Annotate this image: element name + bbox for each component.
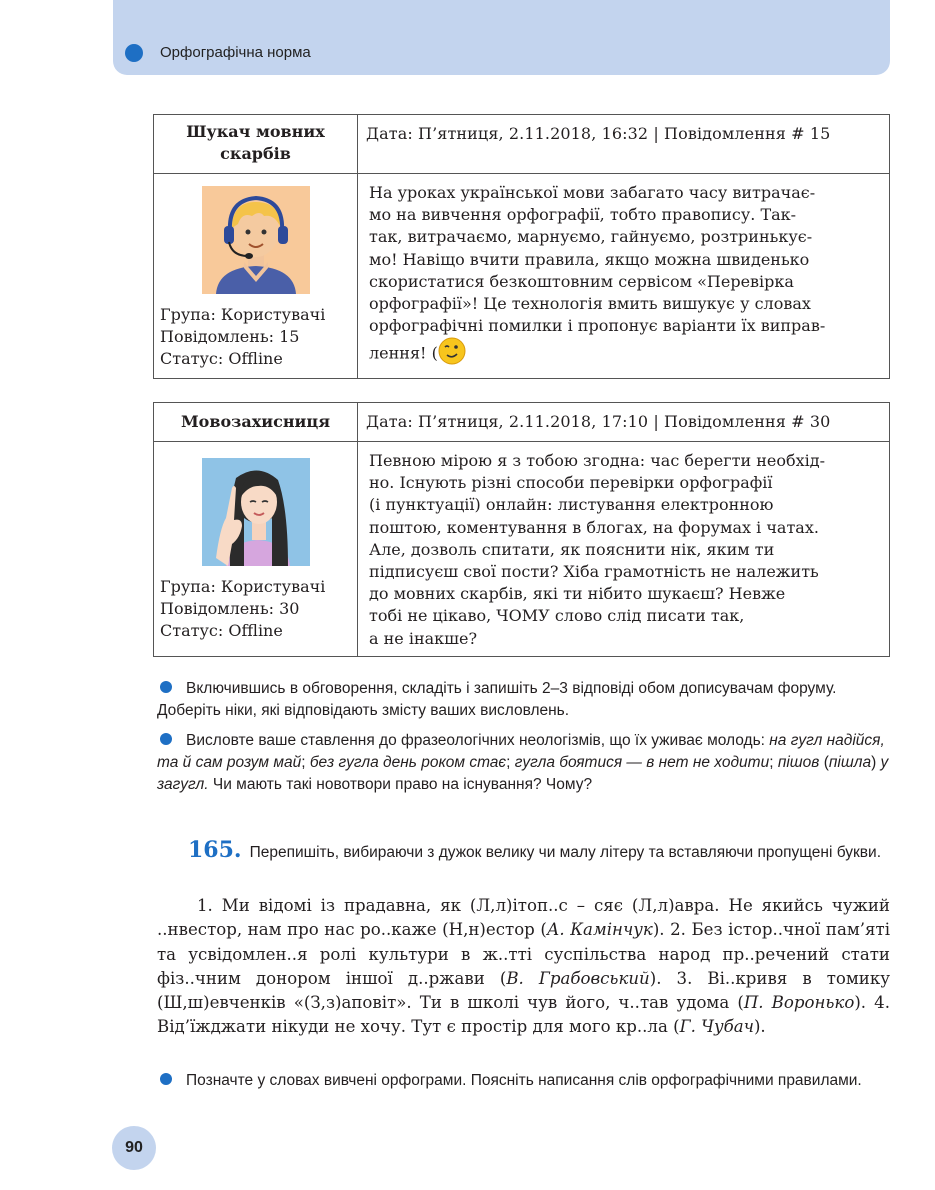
post-nickname: Мовозахисниця	[154, 403, 358, 442]
bullet-icon	[160, 733, 172, 745]
exercise-text: 1. Ми відомі із прадавна, як (Л,л)ітоп..с – сяє (Л,л)авра. Не якийсь чужий ..нвестор, нам про нас ро..каже (Н,н)естор (А. Камінчук). 2. Без істор..чної пам’яті та усвідомлен..я ролі культури в ж..тті суспільства народ пр..речений стати фіз..чним донором іншої д..ржави (В. Грабовський). 3. Ві..кривя в томику (Ш,ш)евченків «(З,з)аповіт». Ти в школі чув його, ч..тав удома (П. Воронько). 4. Від’їжджати нікуди не хочу. Тут є простір для мого кр..ла (Г. Чубач).	[157, 896, 891, 1037]
user-status: Статус: Offline	[160, 349, 283, 368]
winking-smiley-icon	[438, 337, 466, 371]
chapter-title: Орфографічна норма	[160, 44, 311, 61]
user-post-count: Повідомлень: 30	[160, 599, 300, 618]
post-message: На уроках української мови забагато часу витрачає- мо на вивчення орфографії, тобто правопису. Так- так, витрачаємо, марнуємо, гайнуємо, розтринькує- мо! Навіщо вчити правила, якщо можна швиденько скористатися безкоштовним сервісом «Перевірка орфографії»! Це технологія вмить вишукує у словах орфографічні помилки і пропонує варіанти їх виправ- лення! (	[358, 174, 890, 379]
exercise-number: 165.	[188, 837, 242, 863]
user-info	[154, 174, 358, 379]
task-bullet-3: Позначте у словах вивчені орфограми. Поясніть написання слів орфографічними правилами.	[157, 1070, 890, 1092]
girl-avatar-icon	[202, 458, 310, 566]
user-group: Група: Користувачі	[160, 577, 326, 596]
header-bullet-icon	[125, 44, 143, 62]
exercise-task: 165. Перепишіть, вибираючи з дужок велику чи малу літеру та вставляючи пропущені букви.	[188, 837, 881, 863]
bullet-icon	[160, 1073, 172, 1085]
post-message: Певною мірою я з тобою згодна: час берегти необхід- но. Існують різні способи перевірки орфографії (і пунктуації) онлайн: листування електронною поштою, коментування в блогах, на форумах і чатах. Але, дозволь спитати, як пояснити нік, яким ти підписуєш свої пости? Хіба грамотність не належить до мовних скарбів, які ти нібито шукаєш? Невже тобі не цікаво, ЧОМУ слово слід писати так, а не інакше?	[358, 442, 890, 657]
post-meta: Дата: П’ятниця, 2.11.2018, 16:32 | Повідомлення # 15	[358, 115, 890, 174]
forum-post-1	[153, 114, 890, 379]
chapter-header	[113, 0, 890, 75]
boy-avatar-icon	[202, 186, 310, 294]
page-number: 90	[112, 1126, 156, 1170]
user-status: Статус: Offline	[160, 621, 283, 640]
post-meta: Дата: П’ятниця, 2.11.2018, 17:10 | Повідомлення # 30	[358, 403, 890, 442]
forum-post-2	[153, 402, 890, 657]
task-bullet-2: Висловте ваше ставлення до фразеологічних неологізмів, що їх уживає молодь: на гугл надійся, та й сам розум май; без гугла день роком стає; гугла боятися — в нет не ходити; пішов (пішла) у загугл. Чи мають такі новотвори право на існування? Чому?	[157, 732, 889, 793]
user-info	[154, 442, 358, 657]
user-group: Група: Користувачі	[160, 305, 326, 324]
bullet-icon	[160, 681, 172, 693]
post-nickname: Шукач мовних скарбів	[154, 115, 358, 174]
user-post-count: Повідомлень: 15	[160, 327, 300, 346]
task-bullet-1: Включившись в обговорення, складіть і запишіть 2–3 відповіді обом дописувачам форуму. Доберіть ніки, які відповідають змісту ваших висловлень.	[157, 680, 837, 719]
